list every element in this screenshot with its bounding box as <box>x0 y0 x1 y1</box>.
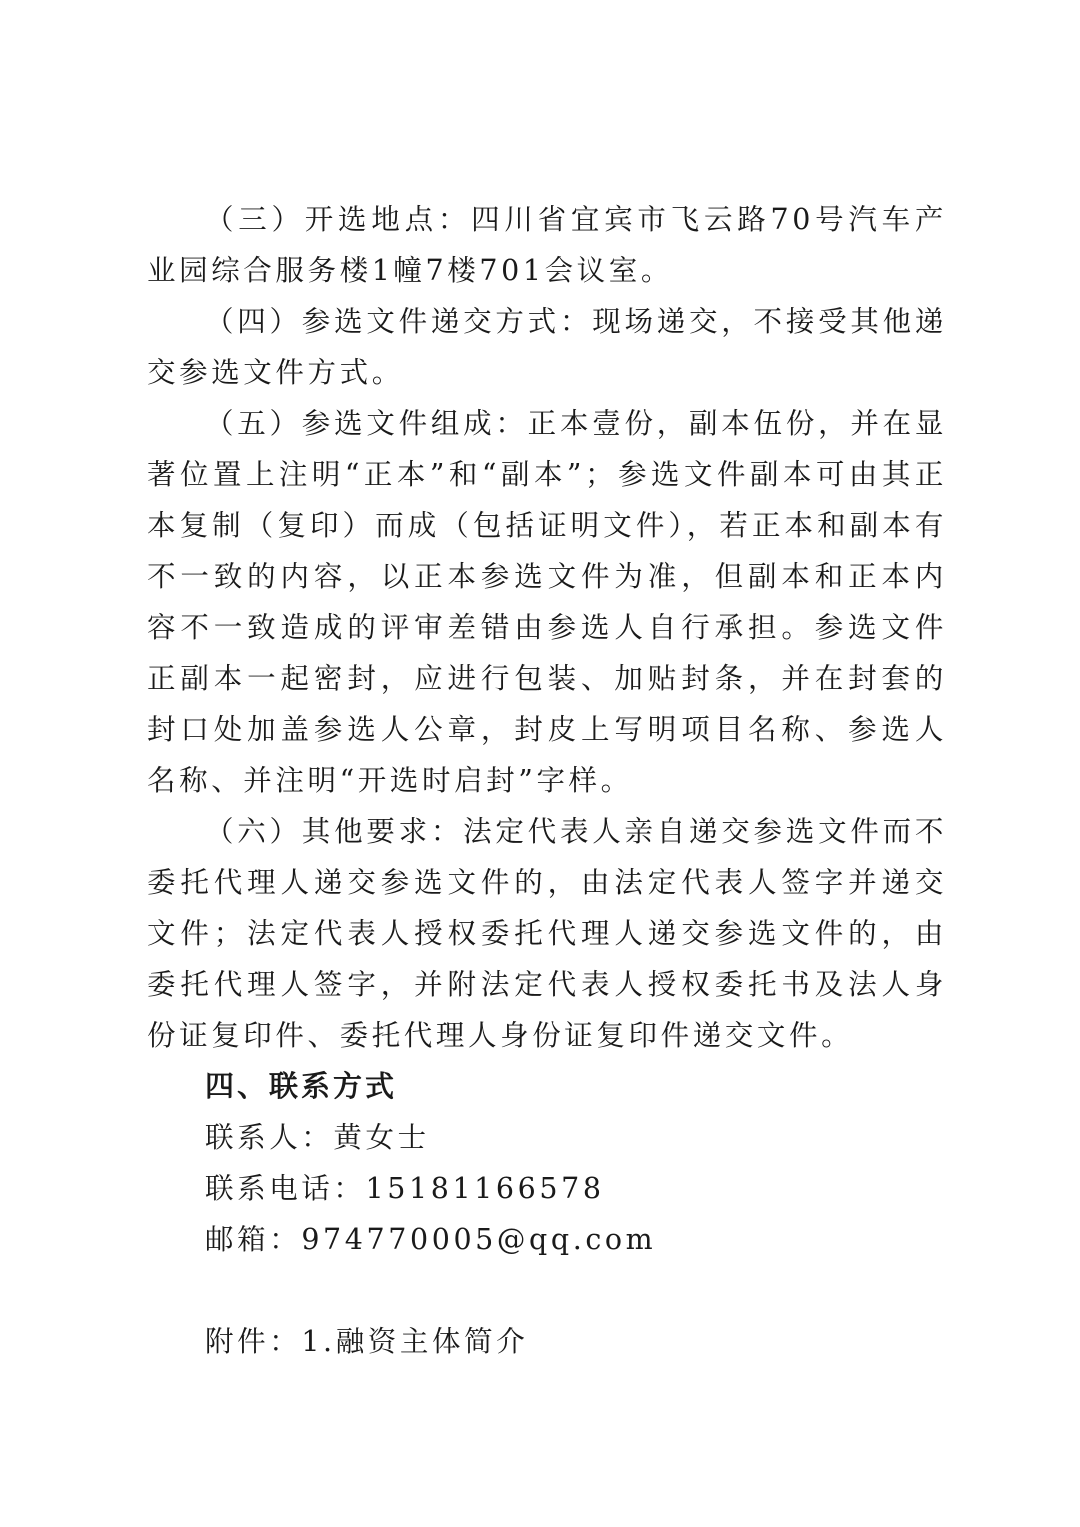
document-page <box>147 194 947 1367</box>
contact-person-label: 联系人： <box>205 1121 334 1154</box>
contact-email <box>147 1214 947 1265</box>
contact-phone <box>147 1163 947 1214</box>
contact-phone-label: 联系电话： <box>205 1172 366 1205</box>
paragraph-submission-method: （四）参选文件递交方式：现场递交，不接受其他递交参选文件方式。 <box>147 305 947 389</box>
contact-person-value: 黄女士 <box>333 1121 430 1154</box>
contact-email-label: 邮箱： <box>205 1223 302 1256</box>
spacer <box>147 1265 947 1316</box>
attachment-label: 附件： <box>205 1325 302 1358</box>
contact-heading: 四、联系方式 <box>205 1069 398 1103</box>
contact-phone-value: 15181166578 <box>365 1172 605 1205</box>
paragraph-other-requirements: （六）其他要求：法定代表人亲自递交参选文件而不委托代理人递交参选文件的，由法定代表人签字并递交文件；法定代表人授权委托代理人递交参选文件的，由委托代理人签字，并附法定代表人授权委托书及法人身份证复印件、委托代理人身份证复印件递交文件。 <box>147 815 947 1052</box>
contact-person <box>147 1112 947 1163</box>
paragraph-document-composition: （五）参选文件组成：正本壹份，副本伍份，并在显著位置上注明“正本”和“副本”；参选文件副本可由其正本复制（复印）而成（包括证明文件），若正本和副本有不一致的内容，以正本参选文件为准，但副本和正本内容不一致造成的评审差错由参选人自行承担。参选文件正副本一起密封，应进行包装、加贴封条，并在封套的封口处加盖参选人公章，封皮上写明项目名称、参选人名称、并注明“开选时启封”字样。 <box>147 407 947 797</box>
attachment-line <box>147 1316 947 1367</box>
contact-email-value: 974770005@qq.com <box>301 1223 657 1256</box>
paragraph-venue: （三）开选地点：四川省宜宾市飞云路70号汽车产业园综合服务楼1幢7楼701会议室。 <box>147 203 947 287</box>
attachment-value: 1.融资主体简介 <box>301 1325 529 1358</box>
